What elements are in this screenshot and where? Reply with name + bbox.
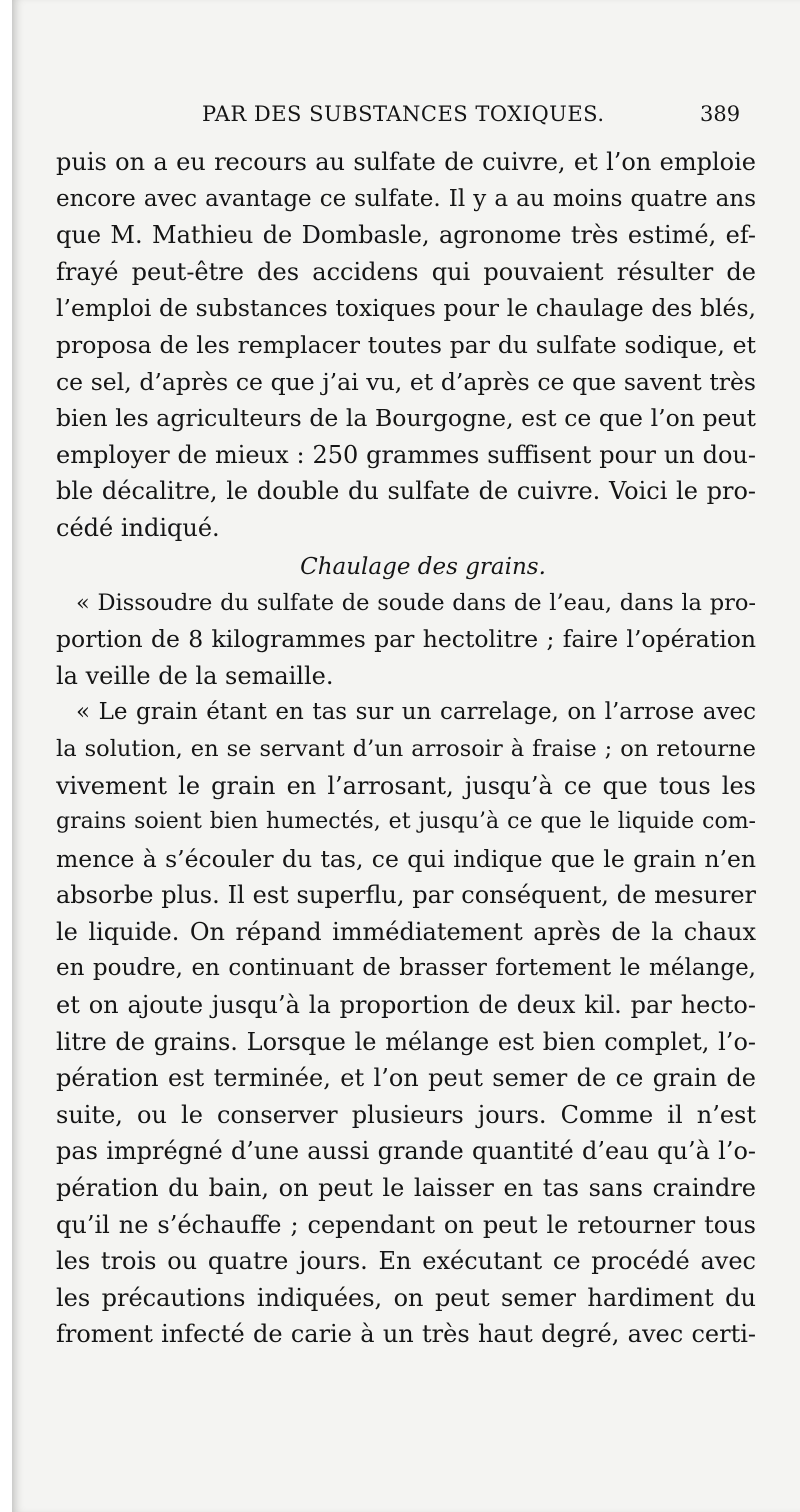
text-line: qu’il ne s’échauffe ; cependant on peut le retourner tous xyxy=(56,1210,756,1239)
text-line: absorbe plus. Il est superflu, par conséquent, de mesurer xyxy=(56,881,756,910)
text-line: proposa de les remplacer toutes par du sulfate sodique, et xyxy=(56,330,756,359)
section-title: Chaulage des grains. xyxy=(300,553,546,580)
running-head: PAR DES SUBSTANCES TOXIQUES. xyxy=(202,102,605,126)
text-line: « Le grain étant en tas sur un carrelage, on l’arrose avec xyxy=(76,699,756,726)
text-line: puis on a eu recours au sulfate de cuivre, et l’on emploie xyxy=(56,148,756,176)
text-line: les précautions indiquées, on peut semer hardiment du xyxy=(56,1283,756,1312)
text-line: portion de 8 kilogrammes par hectolitre ; faire l’opération xyxy=(56,625,756,654)
text-line: pas imprégné d’une aussi grande quantité d’eau qu’à l’o- xyxy=(56,1137,756,1166)
body-text xyxy=(56,144,756,1353)
text-line: ble décalitre, le double du sulfate de cuivre. Voici le pro- xyxy=(56,477,756,506)
text-line: l’emploi de substances toxiques pour le chaulage des blés, xyxy=(56,294,756,323)
text-line: grains soient bien humectés, et jusqu’à ce que le liquide com- xyxy=(56,809,756,835)
text-line: le liquide. On répand immédiatement après de la chaux xyxy=(56,917,756,946)
text-line: frayé peut-être des accidens qui pouvaient résulter de xyxy=(56,257,756,286)
text-line: froment infecté de carie à un très haut degré, avec certi- xyxy=(56,1320,756,1349)
text-line: et on ajoute jusqu’à la proportion de deux kil. par hecto- xyxy=(56,991,756,1020)
text-line: les trois ou quatre jours. En exécutant ce procédé avec xyxy=(56,1247,756,1276)
text-line: suite, ou le conserver plusieurs jours. Comme il n’est xyxy=(56,1100,756,1129)
text-line: encore avec avantage ce sulfate. Il y a au moins quatre ans xyxy=(56,185,756,212)
text-line: que M. Mathieu de Dombasle, agronome très estimé, ef- xyxy=(56,221,756,250)
text-line: la solution, en se servant d’un arrosoir à fraise ; on retourne xyxy=(56,735,756,762)
text-line: vivement le grain en l’arrosant, jusqu’à ce que tous les xyxy=(56,771,756,800)
text-line: bien les agriculteurs de la Bourgogne, est ce que l’on peut xyxy=(56,404,756,433)
text-line: la veille de la semaille. xyxy=(56,661,334,690)
page-number: 389 xyxy=(700,102,741,126)
text-line: employer de mieux : 250 grammes suffisent pour un dou- xyxy=(56,440,756,469)
text-line: pération du bain, on peut le laisser en tas sans craindre xyxy=(56,1174,756,1203)
book-page xyxy=(12,0,800,1512)
text-line: en poudre, en continuant de brasser fortement le mélange, xyxy=(56,955,756,982)
text-line: ce sel, d’après ce que j’ai vu, et d’après ce que savent très xyxy=(56,367,756,396)
text-line: « Dissoudre du sulfate de soude dans de l’eau, dans la pro- xyxy=(76,589,756,616)
text-line: mence à s’écouler du tas, ce qui indique que le grain n’en xyxy=(56,844,756,873)
text-line: pération est terminée, et l’on peut semer de ce grain de xyxy=(56,1064,756,1093)
page-header xyxy=(12,102,800,138)
text-line: cédé indiqué. xyxy=(56,513,220,542)
text-line: litre de grains. Lorsque le mélange est bien complet, l’o- xyxy=(56,1027,756,1056)
